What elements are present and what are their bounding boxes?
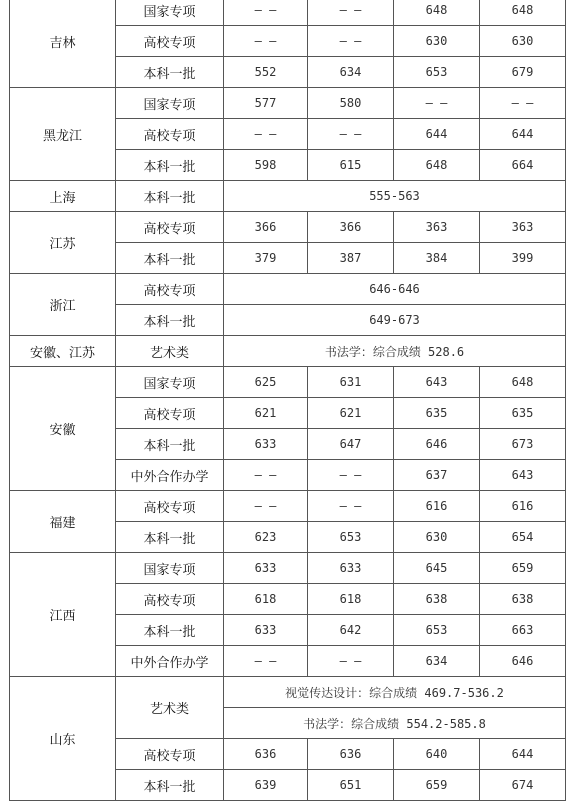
batch-cell: 本科一批 [116, 305, 224, 336]
score-cell: 631 [308, 367, 394, 398]
batch-cell: 本科一批 [116, 615, 224, 646]
score-cell: 674 [480, 770, 566, 801]
table-row [10, 336, 566, 367]
score-cell: 642 [308, 615, 394, 646]
score-cell: 640 [394, 739, 480, 770]
score-cell: — — [224, 26, 308, 57]
score-cell: 633 [224, 429, 308, 460]
score-cell: — — [224, 646, 308, 677]
score-cell: 645 [394, 553, 480, 584]
score-cell: 387 [308, 243, 394, 274]
region-cell: 浙江 [10, 274, 116, 336]
batch-cell: 本科一批 [116, 243, 224, 274]
score-cell: 648 [480, 0, 566, 26]
score-cell: 663 [480, 615, 566, 646]
table-row [10, 88, 566, 119]
score-cell: 636 [224, 739, 308, 770]
table-row [10, 212, 566, 243]
region-cell: 山东 [10, 677, 116, 801]
batch-cell: 高校专项 [116, 274, 224, 305]
score-cell: 630 [480, 26, 566, 57]
score-cell: 638 [394, 584, 480, 615]
batch-cell: 国家专项 [116, 553, 224, 584]
score-cell: 653 [394, 615, 480, 646]
score-cell: 618 [308, 584, 394, 615]
score-cell: 621 [224, 398, 308, 429]
batch-cell: 高校专项 [116, 212, 224, 243]
batch-cell: 高校专项 [116, 739, 224, 770]
score-cell: 636 [308, 739, 394, 770]
batch-cell: 国家专项 [116, 88, 224, 119]
batch-cell: 本科一批 [116, 770, 224, 801]
score-cell: 679 [480, 57, 566, 88]
score-cell: 644 [480, 739, 566, 770]
batch-cell: 本科一批 [116, 522, 224, 553]
region-cell: 江西 [10, 553, 116, 677]
batch-cell: 高校专项 [116, 584, 224, 615]
score-cell: 644 [394, 119, 480, 150]
score-cell: 646-646 [224, 274, 566, 305]
score-cell: 659 [394, 770, 480, 801]
score-cell: 618 [224, 584, 308, 615]
score-cell: 654 [480, 522, 566, 553]
region-cell: 福建 [10, 491, 116, 553]
table-row [10, 0, 566, 26]
score-cell: 639 [224, 770, 308, 801]
score-cell: 633 [224, 553, 308, 584]
table-row [10, 181, 566, 212]
score-cell: 书法学：综合成绩 528.6 [224, 336, 566, 367]
score-cell: — — [308, 646, 394, 677]
score-cell: — — [308, 26, 394, 57]
score-cell: 366 [308, 212, 394, 243]
score-cell: 643 [394, 367, 480, 398]
batch-cell: 高校专项 [116, 398, 224, 429]
score-cell: 649-673 [224, 305, 566, 336]
score-cell: 646 [394, 429, 480, 460]
score-cell: 580 [308, 88, 394, 119]
score-cell: — — [224, 0, 308, 26]
score-cell: 623 [224, 522, 308, 553]
score-cell: 616 [394, 491, 480, 522]
score-cell: 621 [308, 398, 394, 429]
score-cell: 615 [308, 150, 394, 181]
score-cell: 366 [224, 212, 308, 243]
score-cell: — — [224, 119, 308, 150]
score-cell: — — [308, 460, 394, 491]
batch-cell: 艺术类 [116, 336, 224, 367]
batch-cell: 高校专项 [116, 26, 224, 57]
batch-cell: 国家专项 [116, 0, 224, 26]
region-cell: 安徽、江苏 [10, 336, 116, 367]
region-cell: 黑龙江 [10, 88, 116, 181]
score-cell: 634 [308, 57, 394, 88]
score-cell: — — [308, 119, 394, 150]
batch-cell: 本科一批 [116, 181, 224, 212]
score-cell: — — [308, 0, 394, 26]
score-cell: 625 [224, 367, 308, 398]
table-row [10, 553, 566, 584]
score-cell: 664 [480, 150, 566, 181]
score-cell: 633 [224, 615, 308, 646]
score-cell: 648 [394, 150, 480, 181]
score-cell: 653 [394, 57, 480, 88]
batch-cell: 本科一批 [116, 57, 224, 88]
score-cell: 630 [394, 26, 480, 57]
region-cell: 吉林 [10, 0, 116, 88]
region-cell: 江苏 [10, 212, 116, 274]
table-row [10, 367, 566, 398]
batch-cell: 艺术类 [116, 677, 224, 739]
score-cell: — — [224, 460, 308, 491]
score-cell: — — [394, 88, 480, 119]
table-row [10, 274, 566, 305]
score-cell: 635 [480, 398, 566, 429]
score-cell: — — [480, 88, 566, 119]
table-row [10, 677, 566, 708]
score-cell: 363 [480, 212, 566, 243]
score-cell: 书法学：综合成绩 554.2-585.8 [224, 708, 566, 739]
score-cell: 637 [394, 460, 480, 491]
region-cell: 安徽 [10, 367, 116, 491]
score-cell: 577 [224, 88, 308, 119]
score-cell: 643 [480, 460, 566, 491]
score-table-body [10, 0, 566, 801]
score-cell: 552 [224, 57, 308, 88]
score-cell: 651 [308, 770, 394, 801]
batch-cell: 中外合作办学 [116, 460, 224, 491]
batch-cell: 本科一批 [116, 150, 224, 181]
score-cell: 646 [480, 646, 566, 677]
score-cell: 644 [480, 119, 566, 150]
score-cell: 598 [224, 150, 308, 181]
score-cell: 视觉传达设计：综合成绩 469.7-536.2 [224, 677, 566, 708]
batch-cell: 中外合作办学 [116, 646, 224, 677]
score-cell: 648 [394, 0, 480, 26]
score-cell: 635 [394, 398, 480, 429]
score-cell: 379 [224, 243, 308, 274]
score-cell: 653 [308, 522, 394, 553]
score-cell: — — [308, 491, 394, 522]
score-cell: 384 [394, 243, 480, 274]
score-cell: 673 [480, 429, 566, 460]
batch-cell: 高校专项 [116, 119, 224, 150]
score-cell: 555-563 [224, 181, 566, 212]
batch-cell: 本科一批 [116, 429, 224, 460]
score-table [9, 0, 566, 801]
score-cell: 363 [394, 212, 480, 243]
score-cell: 659 [480, 553, 566, 584]
batch-cell: 国家专项 [116, 367, 224, 398]
score-cell: 634 [394, 646, 480, 677]
score-cell: 633 [308, 553, 394, 584]
score-cell: 616 [480, 491, 566, 522]
score-cell: 647 [308, 429, 394, 460]
score-cell: 638 [480, 584, 566, 615]
score-cell: 399 [480, 243, 566, 274]
score-cell: — — [224, 491, 308, 522]
score-cell: 630 [394, 522, 480, 553]
batch-cell: 高校专项 [116, 491, 224, 522]
region-cell: 上海 [10, 181, 116, 212]
table-row [10, 491, 566, 522]
score-cell: 648 [480, 367, 566, 398]
